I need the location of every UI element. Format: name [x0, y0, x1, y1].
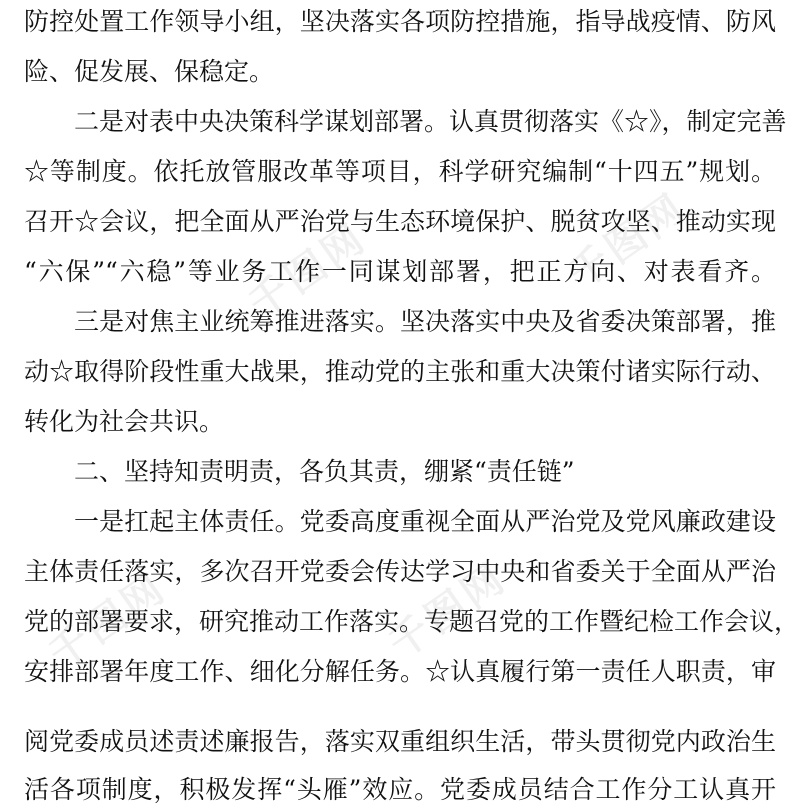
text-line: 三是对焦主业统筹推进落实。坚决落实中央及省委决策部署，推	[74, 307, 776, 336]
text-line: 党的部署要求，研究推动工作落实。专题召党的工作暨纪检工作会议，	[24, 607, 800, 636]
text-line: 活各项制度，积极发挥“头雁”效应。党委成员结合工作分工认真开	[24, 775, 776, 804]
text-line: 转化为社会共识。	[24, 407, 225, 436]
text-line: 安排部署年度工作、细化分解任务。☆认真履行第一责任人职责，审	[24, 657, 776, 686]
text-line: 主体责任落实，多次召开党委会传达学习中央和省委关于全面从严治	[24, 557, 776, 586]
text-line: 险、促发展、保稳定。	[24, 57, 275, 86]
watermark: 千图网	[380, 554, 516, 669]
text-line: 防控处置工作领导小组，坚决落实各项防控措施，指导战疫情、防风	[24, 7, 776, 36]
text-line: 召开☆会议，把全面从严治党与生态环境保护、脱贫攻坚、推动实现	[24, 207, 776, 236]
watermark: 千图网	[40, 564, 176, 679]
text-line: 一是扛起主体责任。党委高度重视全面从严治党及党风廉政建设	[74, 507, 776, 536]
text-line: “六保”“六稳”等业务工作一同谋划部署，把正方向、对表看齐。	[24, 257, 776, 286]
text-line: ☆等制度。依托放管服改革等项目，科学研究编制“十四五”规划。	[24, 157, 776, 186]
text-line: 阅党委成员述责述廉报告，落实双重组织生活，带头贯彻党内政治生	[24, 727, 776, 756]
watermark: 千图网	[560, 184, 696, 299]
section-heading: 二、坚持知责明责，各负其责，绷紧“责任链”	[74, 457, 575, 486]
text-line: 二是对表中央决策科学谋划部署。认真贯彻落实《☆》，制定完善	[74, 107, 787, 136]
watermark: 千图网	[240, 214, 376, 329]
text-line: 动☆取得阶段性重大战果，推动党的主张和重大决策付诸实际行动、	[24, 357, 776, 386]
